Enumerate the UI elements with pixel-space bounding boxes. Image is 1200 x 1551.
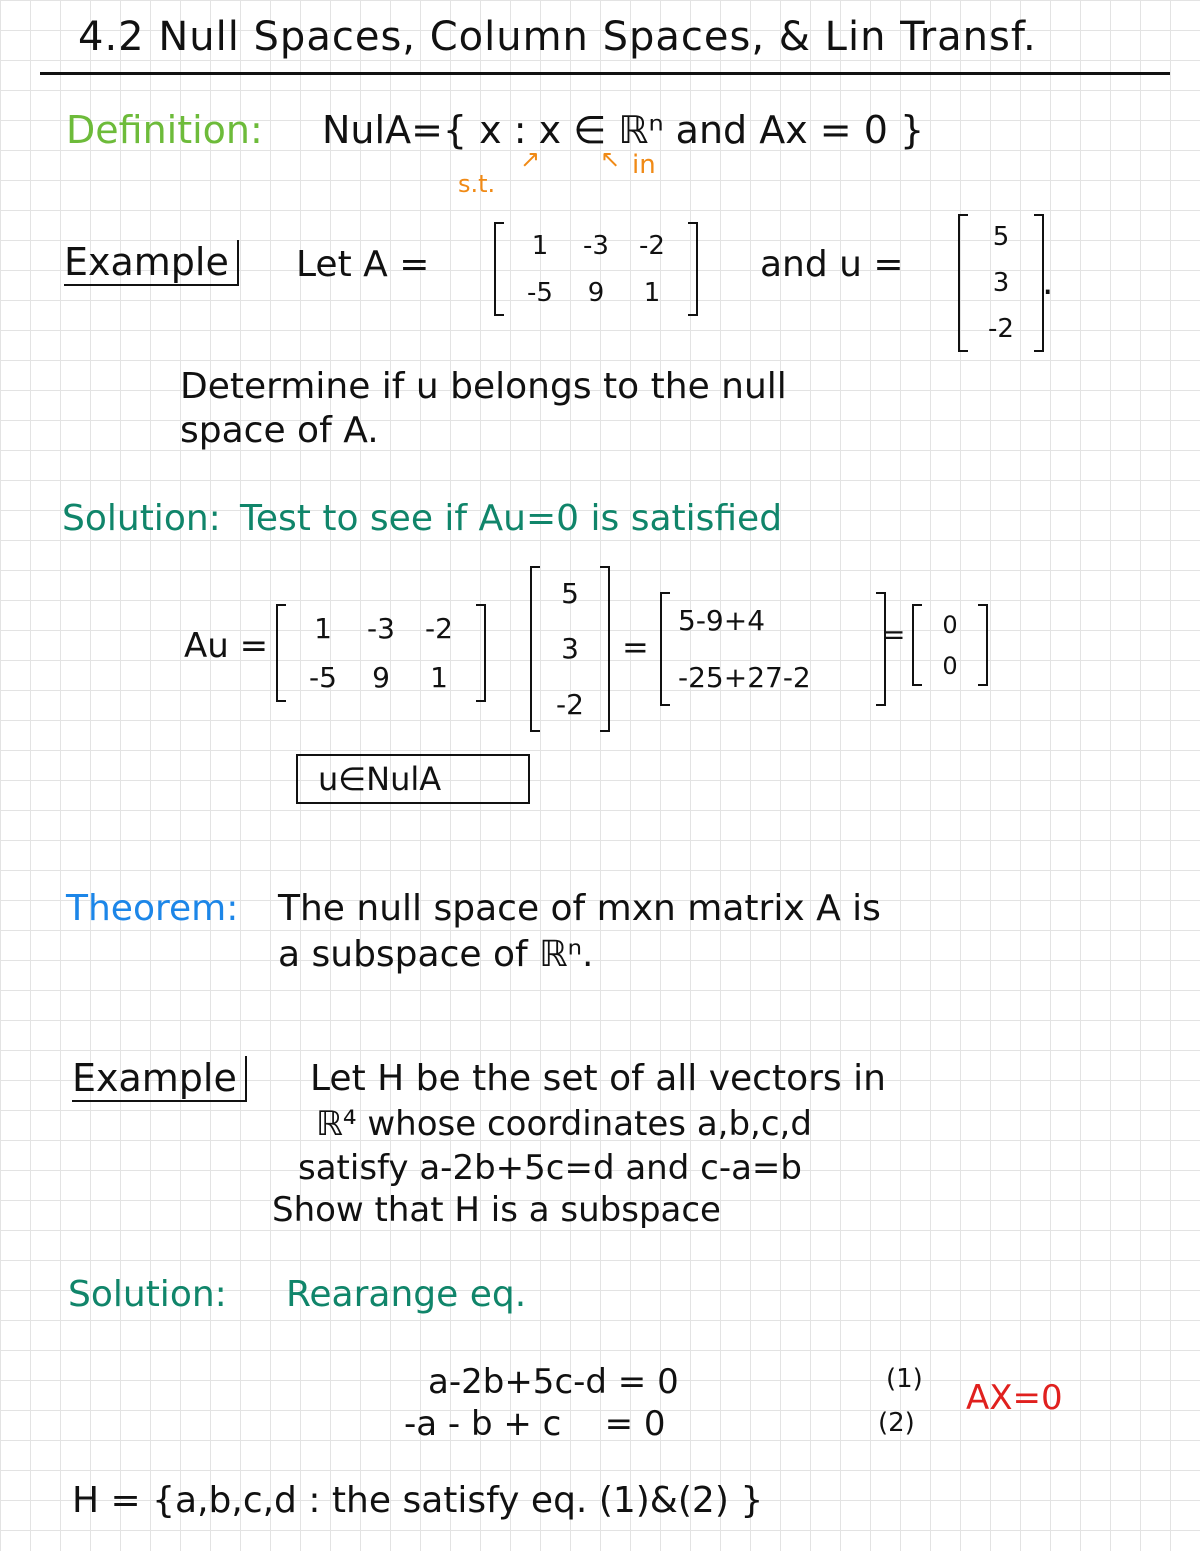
- equation-1-number: (1): [886, 1364, 923, 1394]
- matrix-entry: 1: [430, 661, 448, 694]
- equals-sign: =: [622, 628, 649, 666]
- matrix-entry: 1: [314, 612, 332, 645]
- vector-left-bracket: [958, 214, 968, 352]
- theorem-label: Theorem:: [66, 888, 239, 929]
- matrix-entry: 9: [587, 277, 605, 308]
- example-label: Example: [64, 240, 239, 286]
- matrix-entry: 9: [372, 661, 390, 694]
- example-2-label: Example: [72, 1056, 247, 1102]
- matrix-a: [494, 222, 698, 316]
- vector-right-bracket: [978, 604, 988, 686]
- vector-entry: 3: [561, 632, 579, 666]
- vector-entry: 0: [942, 651, 958, 680]
- theorem-line-2: a subspace of ℝⁿ.: [278, 934, 594, 975]
- matrix-left-bracket: [494, 222, 504, 316]
- solution-2-text: Rearange eq.: [286, 1274, 527, 1315]
- vector-left-bracket: [530, 566, 540, 732]
- equation-2-number: (2): [878, 1408, 915, 1438]
- ax-equals-zero: AX=0: [966, 1378, 1063, 1418]
- vector-entry: -2: [556, 687, 584, 721]
- vector-u: [958, 214, 1044, 352]
- u-in-nula-box: u∈NulA: [296, 754, 530, 804]
- solution-2-label: Solution:: [68, 1274, 227, 1315]
- example-2-line-3: satisfy a-2b+5c=d and c-a=b: [298, 1148, 802, 1188]
- definition-text: NulA={ x : x ∈ ℝⁿ and Ax = 0 }: [322, 108, 925, 152]
- vector-entry: -25+27-2: [678, 661, 811, 694]
- vector-entry: 5-9+4: [678, 604, 766, 637]
- matrix-entry: -2: [425, 612, 453, 645]
- middle-vector: [660, 592, 886, 706]
- title-divider: [40, 72, 1170, 75]
- example-2-line-2: ℝ⁴ whose coordinates a,b,c,d: [316, 1104, 812, 1144]
- example-2-line-4: Show that H is a subspace: [272, 1190, 721, 1230]
- matrix-right-bracket: [476, 604, 486, 702]
- matrix-entry: -2: [639, 230, 665, 261]
- equation-2: -a - b + c = 0: [404, 1404, 666, 1444]
- let-a-text: Let A =: [296, 244, 430, 285]
- solution-label: Solution:: [62, 498, 221, 539]
- note-such-that: s.t.: [458, 170, 496, 198]
- definition-label: Definition:: [66, 108, 263, 152]
- vector-entry: 5: [992, 222, 1010, 252]
- matrix-entry: -3: [583, 230, 609, 261]
- matrix-entry: -3: [367, 612, 395, 645]
- matrix-right-bracket: [688, 222, 698, 316]
- solution-matrix-a: [276, 604, 486, 702]
- vector-right-bracket: [600, 566, 610, 732]
- theorem-line-1: The null space of mxn matrix A is: [278, 888, 881, 929]
- solution-vector-u: [530, 566, 610, 732]
- vector-entry: 3: [992, 268, 1010, 298]
- matrix-entry: -5: [527, 277, 553, 308]
- page-title: 4.2 Null Spaces, Column Spaces, & Lin Transf.: [78, 14, 1037, 60]
- curved-arrow-icon: ↖: [600, 145, 621, 173]
- au-lhs: Au =: [184, 626, 269, 666]
- matrix-entry: 1: [643, 277, 661, 308]
- period: .: [1042, 262, 1054, 303]
- vector-entry: -2: [988, 314, 1014, 344]
- question-line-1: Determine if u belongs to the null: [180, 366, 787, 407]
- note-in: in: [632, 150, 656, 180]
- solution-text: Test to see if Au=0 is satisfied: [240, 498, 783, 539]
- equation-1: a-2b+5c-d = 0: [428, 1362, 679, 1402]
- vector-entry: 0: [942, 610, 958, 639]
- and-u-text: and u =: [760, 244, 904, 285]
- matrix-entry: -5: [309, 661, 337, 694]
- arrow-up-icon: ↗: [520, 145, 541, 173]
- vector-entry: 5: [561, 577, 579, 611]
- vector-left-bracket: [660, 592, 670, 706]
- matrix-entry: 1: [531, 230, 549, 261]
- example-2-line-1: Let H be the set of all vectors in: [310, 1058, 886, 1099]
- equals-sign-2: =: [882, 618, 906, 651]
- question-line-2: space of A.: [180, 410, 379, 451]
- result-vector: [912, 604, 988, 686]
- matrix-left-bracket: [276, 604, 286, 702]
- h-set-definition: H = {a,b,c,d : the satisfy eq. (1)&(2) }: [72, 1480, 764, 1521]
- vector-left-bracket: [912, 604, 922, 686]
